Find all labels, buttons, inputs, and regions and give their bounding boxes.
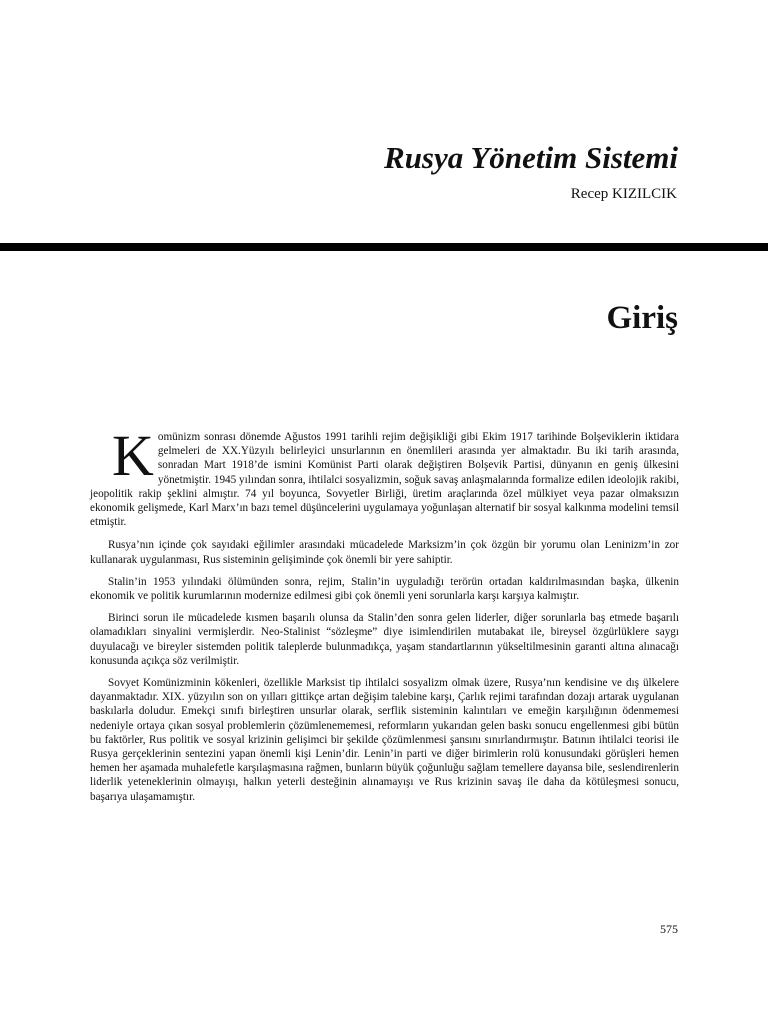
paragraph-5: Sovyet Komünizminin kökenleri, özellikle Marksist tip ihtilalci sosyalizm olmak üzere, Rusya’nın kendisine ve dış ülkelere dayanmaktadır. XIX. yüzyılın son on yılları gittikçe artan değişim talebine karşı, Çarlık rejimi tarafından dozajı artarak uygulanan baskılarla doludur. Emekçi sınıfı birleştiren unsurlar olarak, serflik sisteminin kalıntıları ve emeğin karşılığının ödenmemesi nedeniyle ortaya çıkan sosyal problemlerin çözümlenememesi, reformların yukarıdan gelen baskı sonucu engellenmesi gibi bütün bu faktörler, Rus politik ve sosyal krizinin gelişimci bir şekilde çözümlenmesi şansını sınırlandırmıştır. Batının ihtilalci teorisi ile Rusya gerçeklerinin sentezini yapan önemli kişi Lenin’dir. Lenin’in parti ve diğer birimlerin rolü konusundaki görüşleri hemen hemen her aşamada muhalefetle karşılaşmasına rağmen, bunların büyük çoğunluğu sağlam temellere dayansa bile, seslendirenlerin liderlik yeteneklerinin olmayışı, halkın yeterli desteğinin alınamayışı ve Rus krizinin savaş ile daha da kötüleşmesi sonucu, başarıya ulaşamamıştır.: [90, 677, 679, 803]
paragraph-2: Rusya’nın içinde çok sayıdaki eğilimler arasındaki mücadelede Marksizm’in çok özgün bir yorumu olan Leninizm’in zor kullanarak uygulanması, Rus sisteminin gelişiminde çok önemli bir yere sahiptir.: [90, 539, 679, 566]
page-number: 575: [660, 922, 678, 936]
section-title: Giriş: [606, 300, 678, 336]
drop-cap: K: [112, 423, 154, 488]
paragraph-1-text: omünizm sonrası dönemde Ağustos 1991 tarihli rejim değişikliği gibi Ekim 1917 tarihinde Bolşeviklerin iktidara gelmeleri de XX.Yüzyılı belirleyici unsurlarının en önemlileri arasında yer almaktadır. Bu iki tarih arasında, sonradan Mart 1918’de ismini Komünist Parti olarak değiştiren Bolşevik Partisi, dünyanın en geniş ülkesini yönetmiştir. 1945 yılından sonra, ihtilalci sosyalizmin, soğuk savaş anlaşmalarında formalize edilen ideolojik rakibi, jeopolitik rakip şeklini almıştır. 74 yıl boyunca, Sovyetler Birliği, üretim araçlarında özel mülkiyet veya pazar olmaksızın ekonomik gelişmede, Karl Marx’ın bazı temel düşüncelerini uygulamaya yoğunlaşan alternatif bir sosyal kalkınma modelini temsil etmiştir.: [90, 431, 679, 529]
article-author: Recep KIZILCIK: [570, 186, 677, 202]
article-body: [90, 423, 679, 812]
paragraph-1: [90, 423, 679, 529]
paragraph-3: Stalin’in 1953 yılındaki ölümünden sonra, rejim, Stalin’in uyguladığı terörün ortadan kaldırılmasından başka, ülkenin ekonomik ve politik kurumlarının modernize edilmesi gibi çok önemli yeni sorunlarla karşı karşıya kalmıştır.: [90, 575, 679, 603]
header-divider: [0, 243, 768, 251]
article-title: Rusya Yönetim Sistemi: [384, 140, 678, 175]
paragraph-4: Birinci sorun ile mücadelede kısmen başarılı olunsa da Stalin’den sonra gelen liderler, diğer sorunlarla baş etmede başarılı olamadıkları sinyalini vermişlerdir. Neo-Stalinist “sözleşme” diye isimlendirilen mutabakat ile, bireysel özgürlüklere saygı duyulacağı ve bireyler sistemden politik taleplerde bulunmadıkça, yaşam standartlarının yükseltilmesinin garanti altına alınacağı konusunda açıkça söz verilmiştir.: [90, 612, 679, 667]
